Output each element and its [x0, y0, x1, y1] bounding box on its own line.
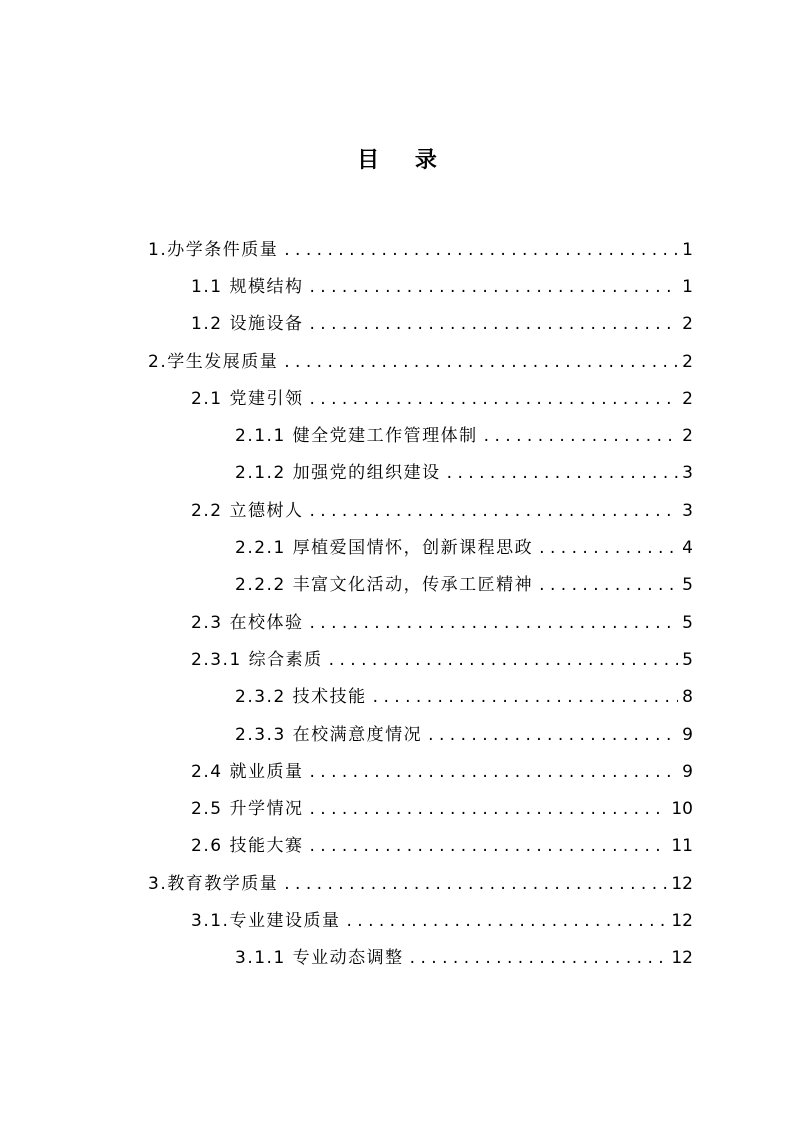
- toc-entry[interactable]: [0, 417, 794, 454]
- toc-dot-leader: [309, 835, 667, 857]
- toc-entry[interactable]: [0, 268, 794, 305]
- toc-entry-label: 2.1 党建引领: [191, 388, 304, 409]
- toc-entry-page-number: 11: [671, 836, 693, 857]
- toc-entry[interactable]: [0, 529, 794, 566]
- toc-entry-page-number: 5: [682, 649, 693, 670]
- toc-entry[interactable]: [0, 231, 794, 268]
- toc-entry-page-number: 2: [682, 314, 693, 335]
- toc-entry[interactable]: [0, 604, 794, 641]
- toc-entry[interactable]: [0, 306, 794, 343]
- toc-entry-label: 2.3.1 综合素质: [191, 649, 323, 670]
- toc-entry-label: 1.1 规模结构: [191, 276, 304, 297]
- toc-dot-leader: [309, 612, 678, 634]
- toc-entry-label: 2.6 技能大赛: [191, 836, 304, 857]
- toc-entry-page-number: 9: [682, 761, 693, 782]
- toc-entry-label: 2.2.2 丰富文化活动，传承工匠精神: [235, 575, 534, 596]
- toc-entry-label: 3.1.专业建设质量: [191, 910, 341, 931]
- toc-entry-page-number: 5: [682, 612, 693, 633]
- toc-dot-leader: [309, 313, 678, 335]
- toc-entry-page-number: 12: [671, 910, 693, 931]
- toc-dot-leader: [346, 910, 667, 932]
- toc-entry[interactable]: [0, 940, 794, 977]
- toc-dot-leader: [329, 649, 679, 671]
- toc-entry[interactable]: [0, 865, 794, 902]
- toc-entry-label: 3.教育教学质量: [148, 873, 279, 894]
- toc-dot-leader: [309, 388, 678, 410]
- toc-dot-leader: [309, 500, 678, 522]
- toc-entry-page-number: 10: [671, 799, 693, 820]
- toc-entry-label: 2.4 就业质量: [191, 761, 304, 782]
- toc-entry-label: 1.办学条件质量: [148, 239, 279, 260]
- toc-dot-leader: [284, 239, 678, 261]
- toc-entry-page-number: 2: [682, 426, 693, 447]
- toc-entry-page-number: 2: [682, 388, 693, 409]
- toc-dot-leader: [309, 761, 678, 783]
- toc-entry-page-number: 8: [682, 687, 693, 708]
- toc-dot-leader: [539, 537, 678, 559]
- toc-entry-page-number: 2: [682, 351, 693, 372]
- toc-entry-page-number: 1: [682, 276, 693, 297]
- toc-entry[interactable]: [0, 567, 794, 604]
- toc-entry[interactable]: [0, 790, 794, 827]
- toc-dot-leader: [539, 574, 678, 596]
- toc-entry[interactable]: [0, 380, 794, 417]
- toc-entry-label: 3.1.1 专业动态调整: [235, 948, 404, 969]
- toc-entry-label: 2.2.1 厚植爱国情怀，创新课程思政: [235, 538, 534, 559]
- toc-entry[interactable]: [0, 716, 794, 753]
- toc-entry[interactable]: [0, 828, 794, 865]
- toc-entry[interactable]: [0, 455, 794, 492]
- toc-entry-page-number: 5: [682, 575, 693, 596]
- toc-entry-label: 2.3 在校体验: [191, 612, 304, 633]
- toc-entry-page-number: 4: [682, 538, 693, 559]
- toc-entry[interactable]: [0, 753, 794, 790]
- toc-entry-page-number: 9: [682, 724, 693, 745]
- toc-list: [0, 231, 794, 977]
- toc-title: 目 录: [357, 148, 451, 173]
- toc-entry-label: 1.2 设施设备: [191, 314, 304, 335]
- toc-entry[interactable]: [0, 641, 794, 678]
- toc-entry[interactable]: [0, 492, 794, 529]
- toc-dot-leader: [373, 686, 679, 708]
- toc-entry-page-number: 12: [671, 948, 693, 969]
- toc-dot-leader: [284, 351, 678, 373]
- toc-entry-label: 2.2 立德树人: [191, 500, 304, 521]
- toc-entry-label: 2.1.1 健全党建工作管理体制: [235, 426, 478, 447]
- toc-entry-label: 2.学生发展质量: [148, 351, 279, 372]
- toc-dot-leader: [410, 947, 668, 969]
- toc-dot-leader: [428, 724, 678, 746]
- toc-entry[interactable]: [0, 679, 794, 716]
- toc-entry-label: 2.3.2 技术技能: [235, 687, 367, 708]
- toc-entry-page-number: 12: [671, 873, 693, 894]
- toc-entry[interactable]: [0, 343, 794, 380]
- toc-dot-leader: [309, 276, 678, 298]
- toc-dot-leader: [309, 798, 667, 820]
- toc-entry-page-number: 3: [682, 500, 693, 521]
- toc-dot-leader: [284, 873, 667, 895]
- toc-dot-leader: [447, 462, 679, 484]
- toc-dot-leader: [484, 425, 679, 447]
- toc-entry-label: 2.3.3 在校满意度情况: [235, 724, 423, 745]
- toc-entry-label: 2.5 升学情况: [191, 799, 304, 820]
- toc-entry-page-number: 3: [682, 463, 693, 484]
- toc-entry-page-number: 1: [682, 239, 693, 260]
- toc-entry-label: 2.1.2 加强党的组织建设: [235, 463, 441, 484]
- toc-entry[interactable]: [0, 902, 794, 939]
